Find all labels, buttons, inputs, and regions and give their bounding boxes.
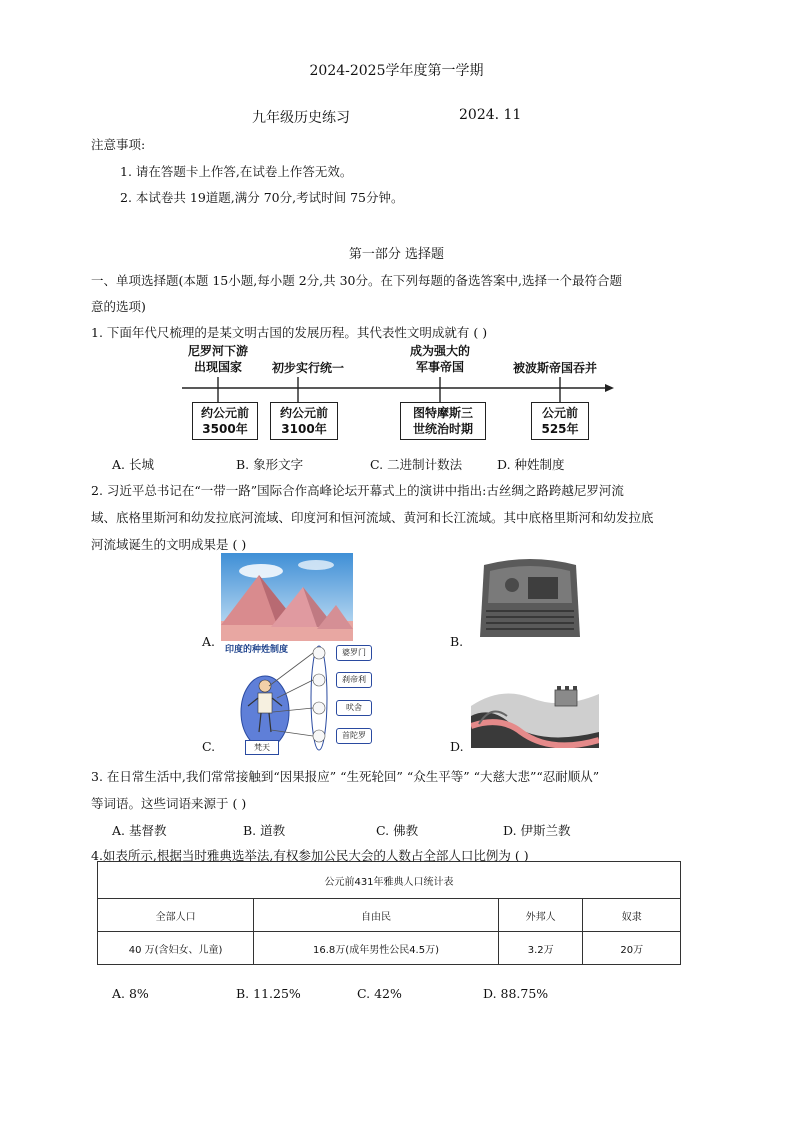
table-caption: 公元前431年雅典人口统计表 (98, 862, 681, 899)
stele-image (472, 557, 589, 643)
timeline-axis (180, 375, 620, 405)
caste-level: 刹帝利 (336, 672, 372, 688)
exam-date: 2024. 11 (459, 107, 522, 123)
pyramids-image (221, 553, 353, 641)
table-cell: 3.2万 (498, 932, 583, 965)
population-table (97, 861, 681, 965)
section-title: 第一部分 选择题 (348, 247, 445, 262)
option-c[interactable]: C. 42% (357, 986, 402, 1001)
section-instruction: 意的选项) (91, 299, 146, 314)
timeline-event: 被波斯帝国吞并 (512, 361, 597, 375)
notes-item: 2. 本试卷共 19道题,满分 70分,考试时间 75分钟。 (120, 190, 404, 205)
timeline-date: 公元前 525年 (531, 402, 589, 440)
option-d[interactable]: D. 种姓制度 (497, 457, 565, 472)
caste-level: 首陀罗 (336, 728, 372, 744)
q3-stem: 3. 在日常生活中,我们常常接触到“因果报应” “生死轮回” “众生平等” “大慈大悲”“忍耐顺从” (91, 769, 600, 784)
table-cell: 16.8万(成年男性公民4.5万) (254, 932, 499, 965)
q2-stem: 2. 习近平总书记在“一带一路”国际合作高峰论坛开幕式上的演讲中指出:古丝绸之路跨越尼罗河流 (91, 483, 624, 498)
caste-diagram (221, 640, 371, 755)
exam-subject: 九年级历史练习 (252, 110, 350, 126)
section-instruction: 一、单项选择题(本题 15小题,每小题 2分,共 30分。在下列每题的备选答案中,选择一个最符合题 (91, 273, 622, 288)
q2-label-c[interactable]: C. (202, 739, 216, 754)
option-c[interactable]: C. 二进制计数法 (370, 457, 463, 472)
table-cell: 40 万(含妇女、儿童) (98, 932, 254, 965)
notes-title: 注意事项: (91, 137, 146, 152)
option-a[interactable]: A. 基督教 (112, 823, 167, 838)
great-wall-image (471, 676, 599, 748)
q2-stem: 域、底格里斯河和幼发拉底河流域、印度河和恒河流域、黄河和长江流域。其中底格里斯河和幼发拉底 (91, 510, 654, 525)
option-d[interactable]: D. 88.75% (483, 986, 549, 1001)
table-row (98, 932, 681, 965)
option-b[interactable]: B. 道教 (243, 823, 286, 838)
exam-term: 2024-2025学年度第一学期 (309, 63, 484, 79)
table-header: 全部人口 (98, 899, 254, 932)
timeline-date: 约公元前 3500年 (192, 402, 258, 440)
timeline-date: 图特摩斯三 世统治时期 (400, 402, 486, 440)
table-cell: 20万 (583, 932, 681, 965)
option-d[interactable]: D. 伊斯兰教 (503, 823, 571, 838)
option-a[interactable]: A. 长城 (112, 457, 154, 472)
q1-stem: 1. 下面年代尺梳理的是某文明古国的发展历程。其代表性文明成就有 ( ) (91, 325, 488, 340)
q3-stem: 等词语。这些词语来源于 ( ) (91, 796, 247, 811)
notes-item: 1. 请在答题卡上作答,在试卷上作答无效。 (120, 164, 353, 179)
timeline-event: 尼罗河下游 出现国家 (187, 344, 248, 374)
q4-stem: 4.如表所示,根据当时雅典选举法,有权参加公民大会的人数占全部人口比例为 ( ) (91, 848, 529, 863)
q2-stem: 河流域诞生的文明成果是 ( ) (91, 537, 247, 552)
timeline-event: 初步实行统一 (271, 361, 344, 375)
option-b[interactable]: B. 象形文字 (236, 457, 304, 472)
table-header: 外邦人 (498, 899, 583, 932)
option-c[interactable]: C. 佛教 (376, 823, 419, 838)
timeline-event: 成为强大的 军事帝国 (409, 344, 470, 374)
q2-label-b[interactable]: B. (450, 634, 464, 649)
option-b[interactable]: B. 11.25% (236, 986, 301, 1001)
timeline-date: 约公元前 3100年 (270, 402, 338, 440)
caste-title: 印度的种姓制度 (225, 645, 289, 655)
option-a[interactable]: A. 8% (112, 986, 149, 1001)
q2-label-a[interactable]: A. (202, 634, 216, 649)
caste-level: 吠舍 (336, 700, 372, 716)
table-header: 自由民 (254, 899, 499, 932)
caste-level: 婆罗门 (336, 645, 372, 661)
table-header-row (98, 899, 681, 932)
table-header: 奴隶 (583, 899, 681, 932)
caste-base: 梵天 (245, 740, 279, 755)
q2-label-d[interactable]: D. (450, 739, 464, 754)
